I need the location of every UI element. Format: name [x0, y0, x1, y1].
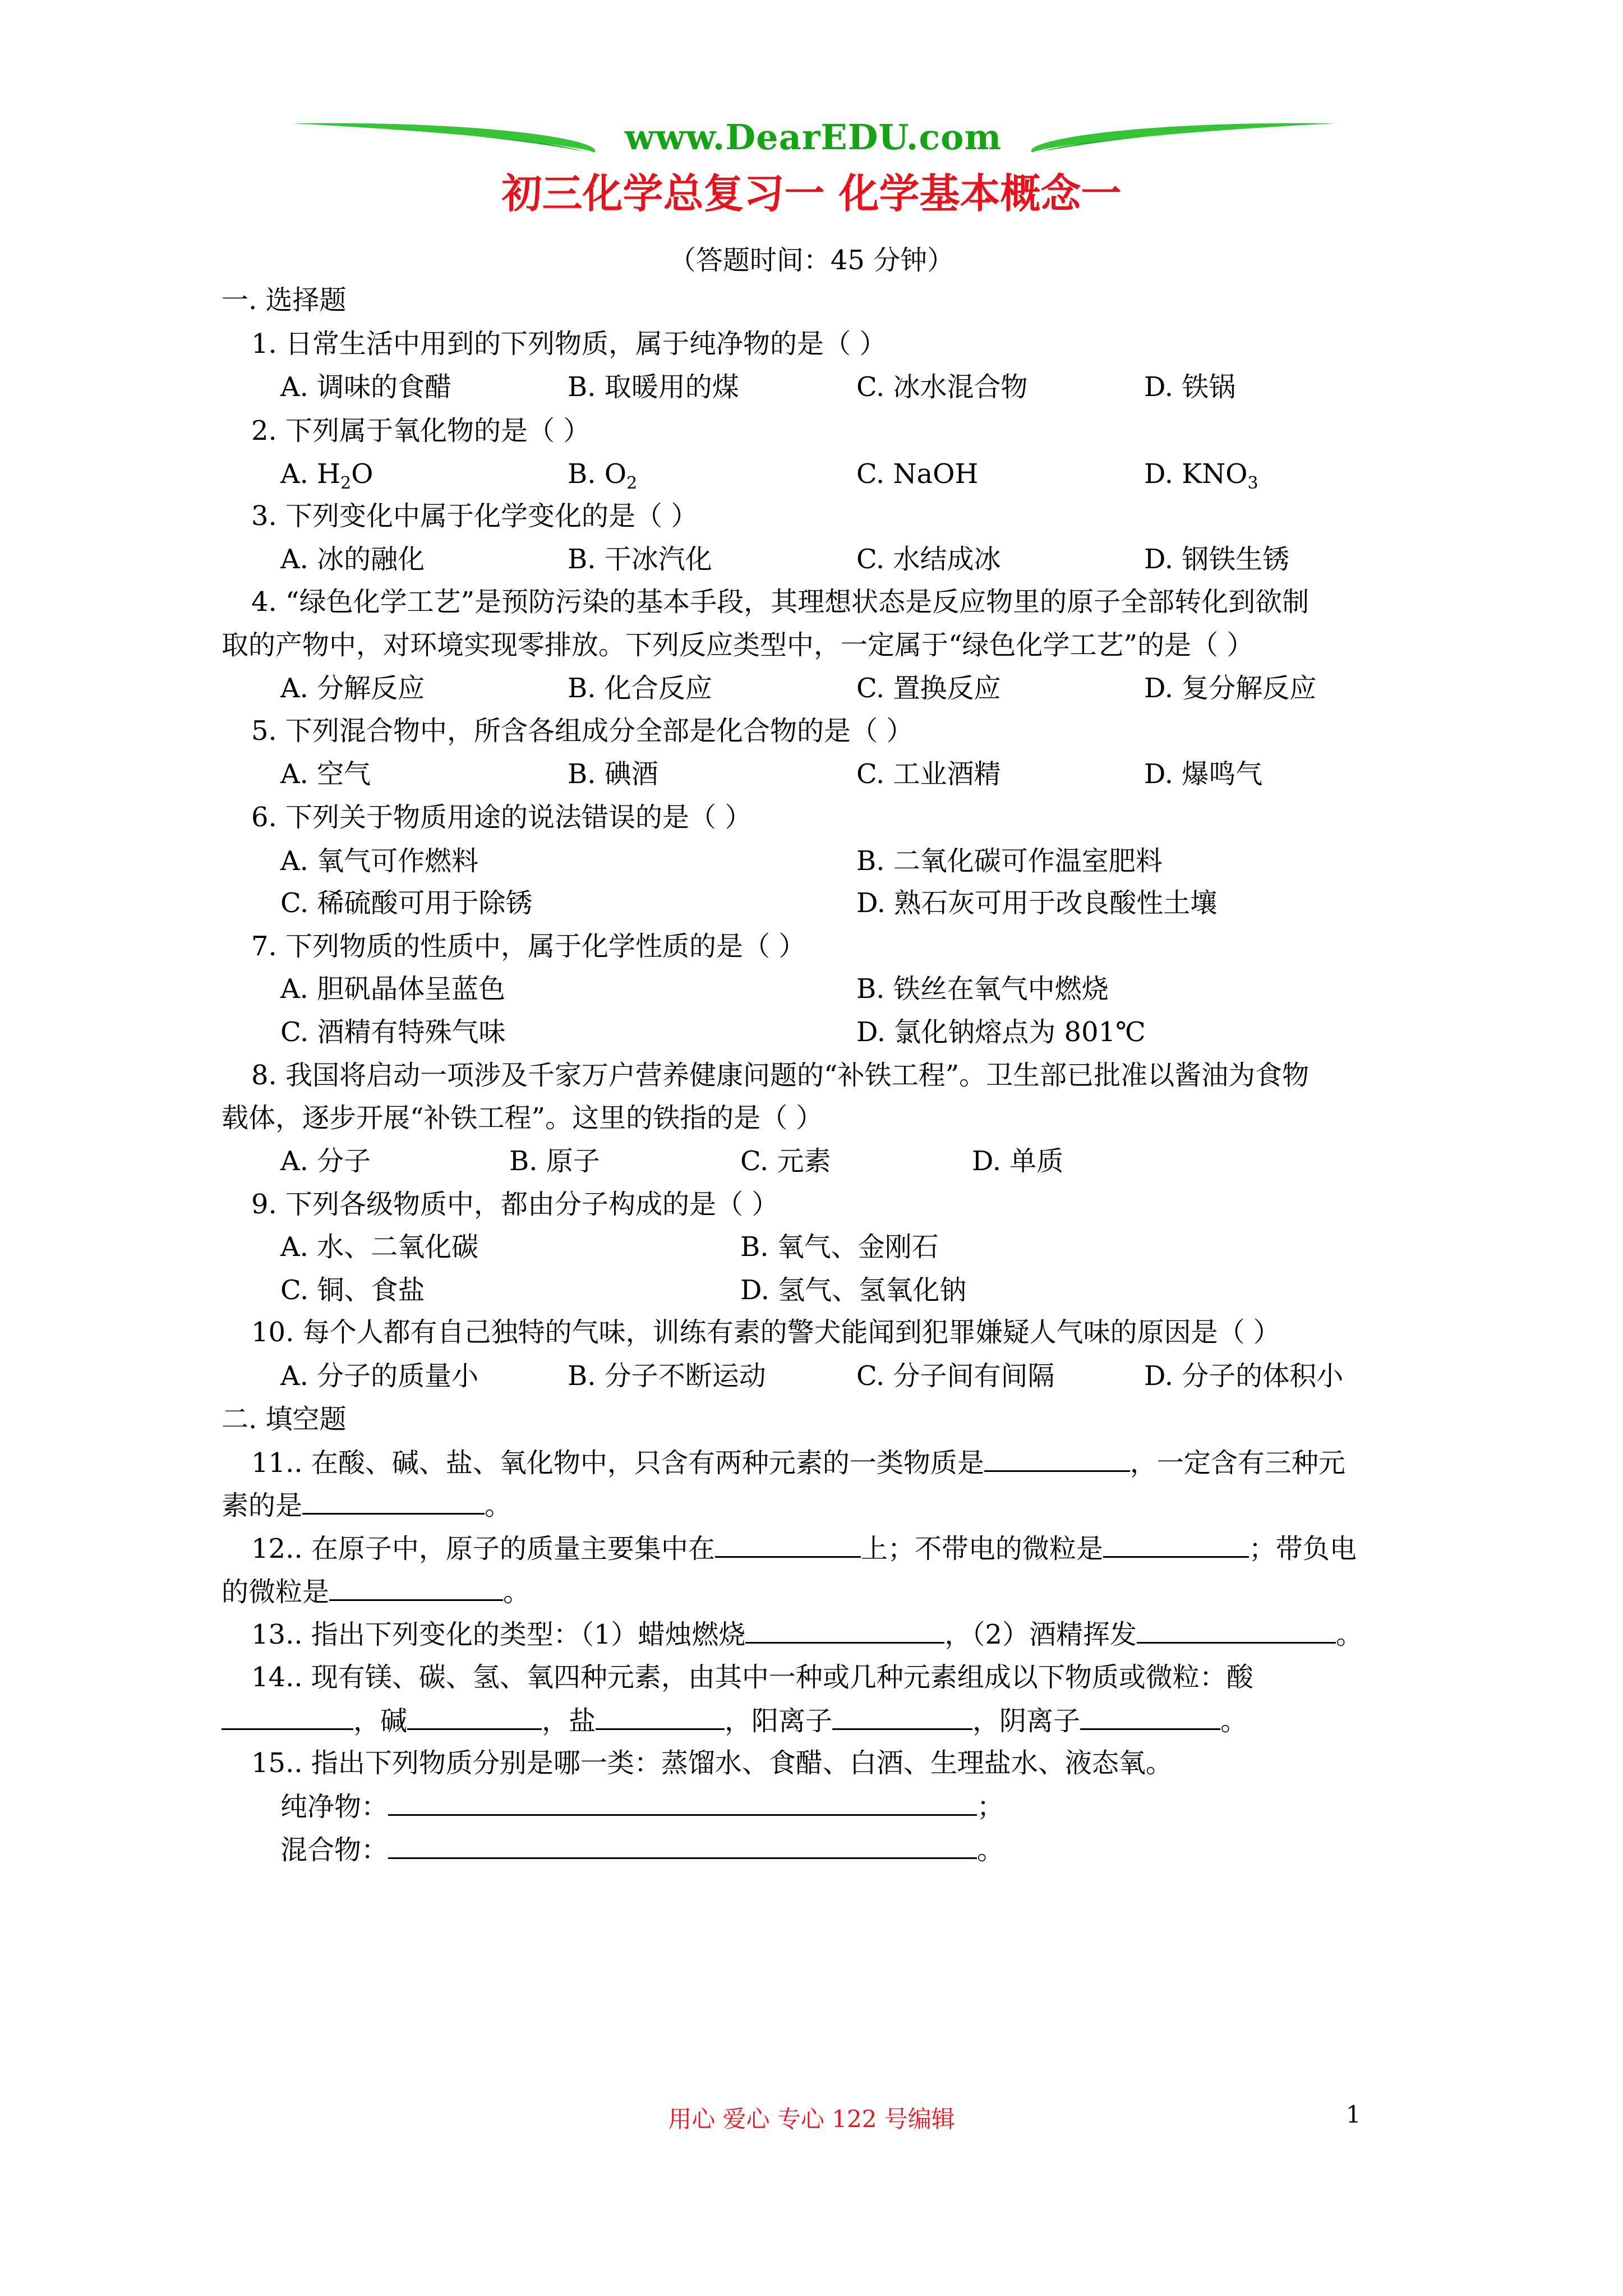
- q4-stem-line1: 4. “绿色化学工艺”是预防污染的基本手段，其理想状态是反应物里的原子全部转化到欲制: [251, 586, 1310, 618]
- q9-stem: 9. 下列各级物质中，都由分子构成的是（ ）: [251, 1189, 779, 1220]
- q4-option-b: B. 化合反应: [568, 673, 712, 704]
- q6-option-c: C. 稀硫酸可用于除锈: [280, 887, 533, 919]
- q15-stem: 15.. 指出下列物质分别是哪一类：蒸馏水、食醋、白酒、生理盐水、液态氧。: [251, 1747, 1173, 1779]
- q6-option-a: A. 氧气可作燃料: [280, 845, 479, 877]
- page-footer: 用心 爱心 专心 122 号编辑: [668, 2105, 955, 2133]
- q2-option-b: B. $O_2$: [568, 458, 638, 493]
- q2-stem: 2. 下列属于氧化物的是（ ）: [251, 415, 591, 447]
- q1-option-c: C. 冰水混合物: [856, 371, 1028, 403]
- q10-option-c: C. 分子间有间隔: [856, 1360, 1055, 1392]
- q3-option-d: D. 钢铁生锈: [1144, 544, 1290, 575]
- q5-stem: 5. 下列混合物中，所含各组成分全部是化合物的是（ ）: [251, 715, 914, 747]
- q12-blank-3[interactable]: [329, 1575, 503, 1601]
- q8-option-a: A. 分子: [280, 1145, 371, 1177]
- q6-stem: 6. 下列关于物质用途的说法错误的是（ ）: [251, 802, 752, 833]
- q11-line2: 素的是 。: [222, 1488, 511, 1522]
- q13-line: 13.. 指出下列变化的类型：（1）蜡烛燃烧 ，（2）酒精挥发 。: [251, 1617, 1363, 1651]
- q14-line2: ，碱 ，盐 ，阳离子 ，阴离子 。: [222, 1704, 1247, 1738]
- q7-option-d: D. 氯化钠熔点为 801℃: [856, 1016, 1146, 1048]
- q9-option-b: B. 氧气、金刚石: [740, 1231, 939, 1263]
- q13-blank-2[interactable]: [1137, 1617, 1336, 1644]
- q4-option-d: D. 复分解反应: [1144, 673, 1317, 704]
- q1-option-a: A. 调味的食醋: [280, 371, 452, 403]
- q2-option-d: D. $KNO_3$: [1144, 458, 1258, 493]
- q14-line1: 14.. 现有镁、碳、氢、氧四种元素，由其中一种或几种元素组成以下物质或微粒：酸: [251, 1662, 1253, 1693]
- q11-blank-2[interactable]: [302, 1488, 485, 1515]
- section-fill-heading: 二. 填空题: [222, 1404, 347, 1435]
- q9-option-d: D. 氢气、氢氧化钠: [740, 1274, 967, 1306]
- q3-option-a: A. 冰的融化: [280, 544, 425, 575]
- time-note: （答题时间：45 分钟）: [668, 245, 955, 276]
- q7-option-a: A. 胆矾晶体呈蓝色: [280, 973, 506, 1005]
- q12-line1: 12.. 在原子中，原子的质量主要集中在 上；不带电的微粒是 ；带负电: [251, 1531, 1357, 1566]
- q14-blank-acid[interactable]: [222, 1704, 353, 1730]
- q2-option-a: A. $H_2O$: [280, 458, 374, 493]
- page-number: 1: [1346, 2101, 1361, 2128]
- q15-mix-blank[interactable]: [388, 1833, 977, 1859]
- q14-blank-base[interactable]: [407, 1704, 542, 1730]
- q8-stem-line2: 载体，逐步开展“补铁工程”。这里的铁指的是（ ）: [222, 1102, 823, 1134]
- q7-option-b: B. 铁丝在氧气中燃烧: [856, 973, 1109, 1005]
- q1-option-d: D. 铁锅: [1144, 371, 1236, 403]
- q6-option-b: B. 二氧化碳可作温室肥料: [856, 845, 1163, 877]
- q2-option-c: C. NaOH: [856, 458, 979, 490]
- q10-option-d: D. 分子的体积小: [1144, 1360, 1344, 1392]
- q3-stem: 3. 下列变化中属于化学变化的是（ ）: [251, 500, 698, 532]
- q8-option-d: D. 单质: [972, 1145, 1064, 1177]
- q1-stem: 1. 日常生活中用到的下列物质，属于纯净物的是（ ）: [251, 328, 887, 360]
- site-brand[interactable]: www.DearEDU.com: [624, 117, 1002, 158]
- page-title: 初三化学总复习一 化学基本概念一: [501, 169, 1122, 217]
- q3-option-c: C. 水结成冰: [856, 544, 1001, 575]
- q12-blank-2[interactable]: [1103, 1531, 1249, 1558]
- q10-option-a: A. 分子的质量小: [280, 1360, 479, 1392]
- q4-option-c: C. 置换反应: [856, 673, 1001, 704]
- q1-option-b: B. 取暖用的煤: [568, 371, 739, 403]
- q9-option-a: A. 水、二氧化碳: [280, 1231, 479, 1263]
- q5-option-a: A. 空气: [280, 758, 371, 790]
- q5-option-c: C. 工业酒精: [856, 758, 1001, 790]
- q14-blank-salt[interactable]: [596, 1704, 725, 1730]
- q14-blank-anion[interactable]: [1080, 1704, 1220, 1730]
- header-banner: [292, 112, 1335, 163]
- q4-stem-line2: 取的产物中，对环境实现零排放。下列反应类型中，一定属于“绿色化学工艺”的是（ ）: [222, 629, 1254, 661]
- q14-blank-cation[interactable]: [832, 1704, 972, 1730]
- q11-blank-1[interactable]: [984, 1446, 1130, 1472]
- q8-option-c: C. 元素: [740, 1145, 831, 1177]
- q5-option-d: D. 爆鸣气: [1144, 758, 1263, 790]
- q5-option-b: B. 碘酒: [568, 758, 658, 790]
- q4-option-a: A. 分解反应: [280, 673, 425, 704]
- q6-option-d: D. 熟石灰可用于改良酸性土壤: [856, 887, 1218, 919]
- q9-option-c: C. 铜、食盐: [280, 1274, 425, 1306]
- q8-stem-line1: 8. 我国将启动一项涉及千家万户营养健康问题的“补铁工程”。卫生部已批准以酱油为食物: [251, 1060, 1310, 1091]
- q12-line2: 的微粒是 。: [222, 1575, 530, 1609]
- q13-blank-1[interactable]: [745, 1617, 944, 1644]
- q3-option-b: B. 干冰汽化: [568, 544, 712, 575]
- q7-stem: 7. 下列物质的性质中，属于化学性质的是（ ）: [251, 931, 806, 962]
- q10-option-b: B. 分子不断运动: [568, 1360, 766, 1392]
- q15-mix-line: 混合物： 。: [280, 1833, 1004, 1867]
- section-choice-heading: 一. 选择题: [222, 284, 347, 316]
- q10-stem: 10. 每个人都有自己独特的气味，训练有素的警犬能闻到犯罪嫌疑人气味的原因是（ ）: [251, 1317, 1280, 1348]
- q11-line1: 11.. 在酸、碱、盐、氧化物中，只含有两种元素的一类物质是 ，一定含有三种元: [251, 1446, 1345, 1480]
- q8-option-b: B. 原子: [509, 1145, 600, 1177]
- q15-pure-line: 纯净物： ；: [280, 1789, 1004, 1824]
- q7-option-c: C. 酒精有特殊气味: [280, 1016, 506, 1048]
- q15-pure-blank[interactable]: [388, 1789, 977, 1816]
- q12-blank-1[interactable]: [715, 1531, 861, 1558]
